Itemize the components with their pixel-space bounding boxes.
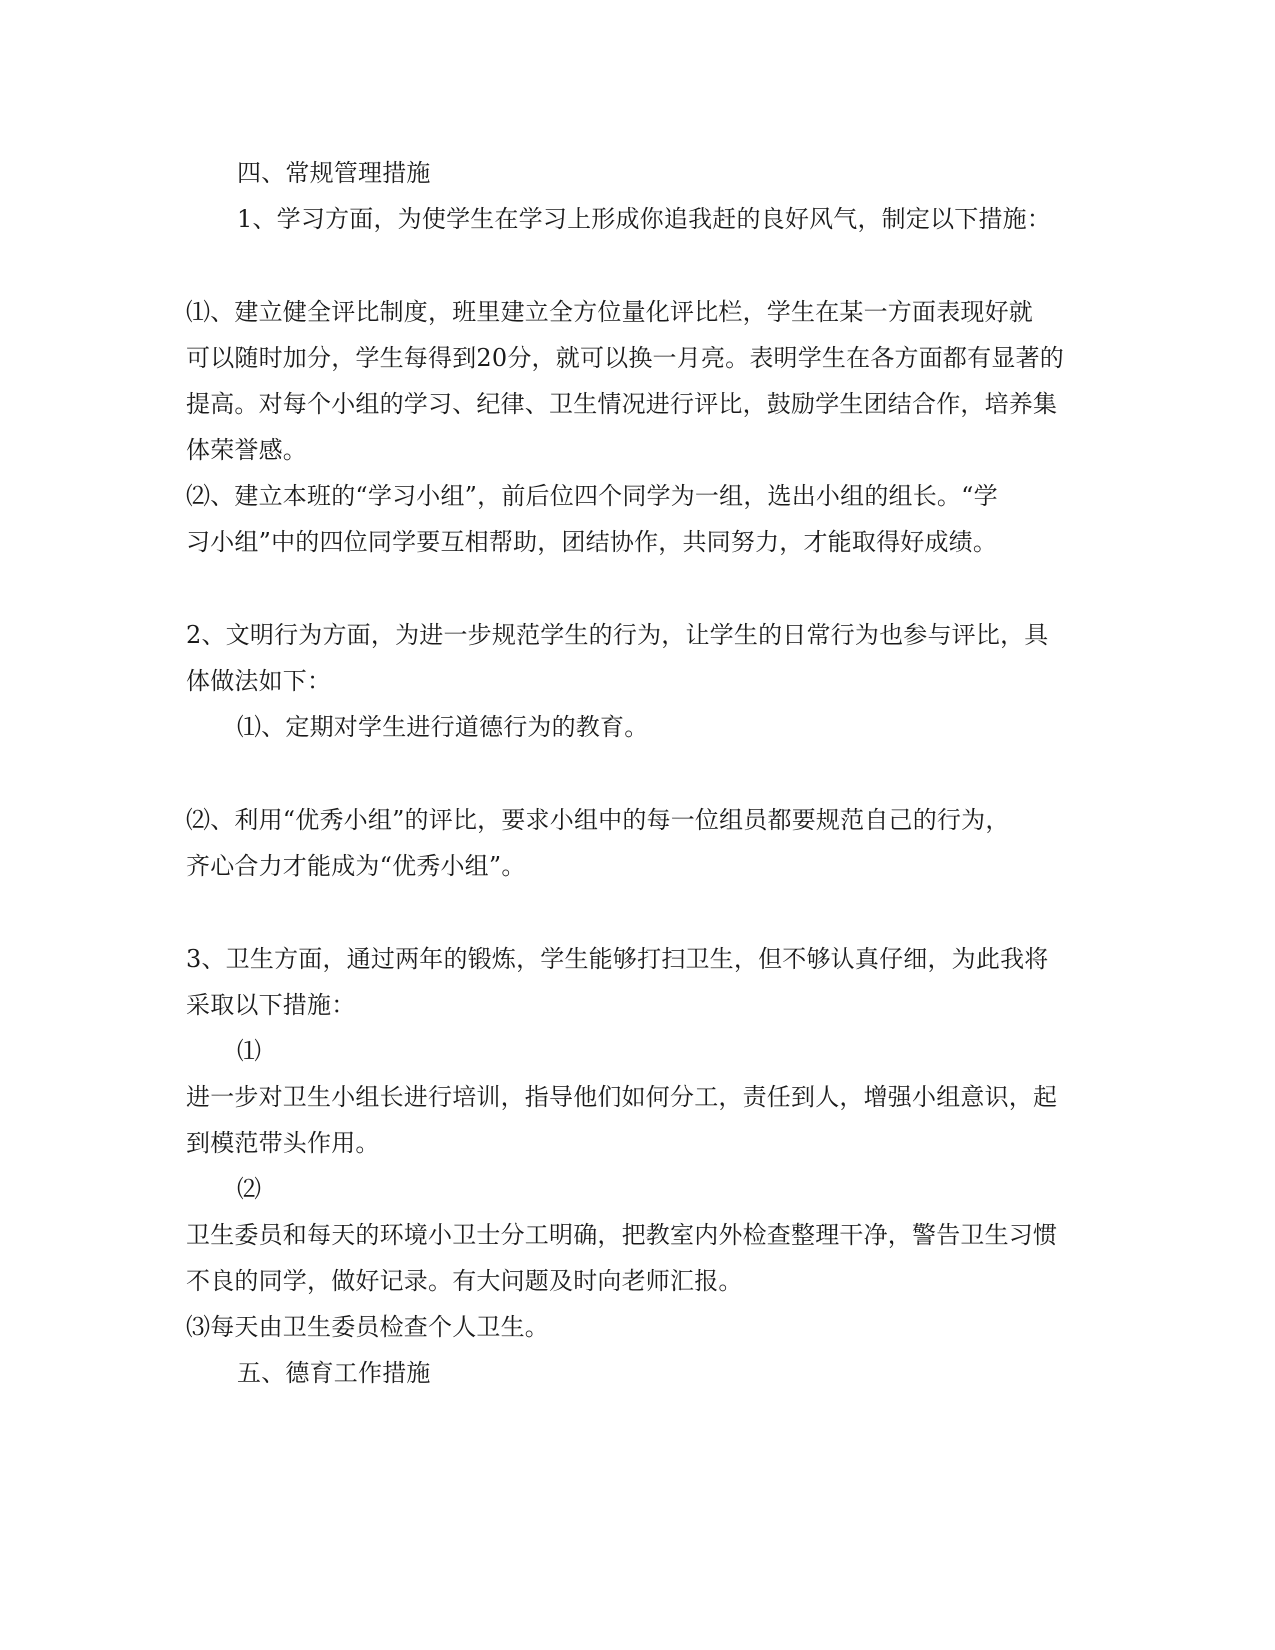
paragraph-line: 3、卫生方面，通过两年的锻炼，学生能够打扫卫生，但不够认真仔细，为此我将 — [186, 945, 1049, 973]
paragraph-line: 齐心合力才能成为“优秀小组”。 — [186, 852, 526, 880]
paragraph-line: 体荣誉感。 — [186, 436, 307, 464]
paragraph-line: 2、文明行为方面，为进一步规范学生的行为，让学生的日常行为也参与评比，具 — [186, 621, 1049, 649]
paragraph-line: ⑴、建立健全评比制度，班里建立全方位量化评比栏，学生在某一方面表现好就 — [186, 298, 1033, 326]
paragraph-line: 卫生委员和每天的环境小卫士分工明确，把教室内外检查整理干净，警告卫生习惯 — [186, 1221, 1058, 1249]
paragraph-line: ⑶每天由卫生委员检查个人卫生。 — [186, 1313, 549, 1341]
paragraph-line: 1、学习方面，为使学生在学习上形成你追我赶的良好风气，制定以下措施： — [237, 205, 1052, 233]
paragraph-line: ⑵、建立本班的“学习小组”，前后位四个同学为一组，选出小组的组长。“学 — [186, 482, 998, 510]
section-heading-4: 四、常规管理措施 — [237, 159, 431, 187]
paragraph-line: 提高。对每个小组的学习、纪律、卫生情况进行评比，鼓励学生团结合作，培养集 — [186, 390, 1058, 418]
paragraph-line: 不良的同学，做好记录。有大问题及时向老师汇报。 — [186, 1267, 743, 1295]
paragraph-line: 体做法如下： — [186, 667, 332, 695]
paragraph-line: ⑵、利用“优秀小组”的评比，要求小组中的每一位组员都要规范自己的行为， — [186, 806, 1010, 834]
section-heading-5: 五、德育工作措施 — [237, 1359, 431, 1387]
paragraph-line: 到模范带头作用。 — [186, 1129, 380, 1157]
list-marker: ⑵ — [237, 1175, 262, 1203]
paragraph-line: ⑴、定期对学生进行道德行为的教育。 — [237, 713, 649, 741]
paragraph-line: 可以随时加分，学生每得到20分，就可以换一月亮。表明学生在各方面都有显著的 — [186, 344, 1064, 372]
paragraph-line: 采取以下措施： — [186, 991, 356, 1019]
paragraph-line: 进一步对卫生小组长进行培训，指导他们如何分工，责任到人，增强小组意识，起 — [186, 1083, 1058, 1111]
paragraph-line: 习小组”中的四位同学要互相帮助，团结协作，共同努力，才能取得好成绩。 — [186, 528, 998, 556]
list-marker: ⑴ — [237, 1037, 262, 1065]
